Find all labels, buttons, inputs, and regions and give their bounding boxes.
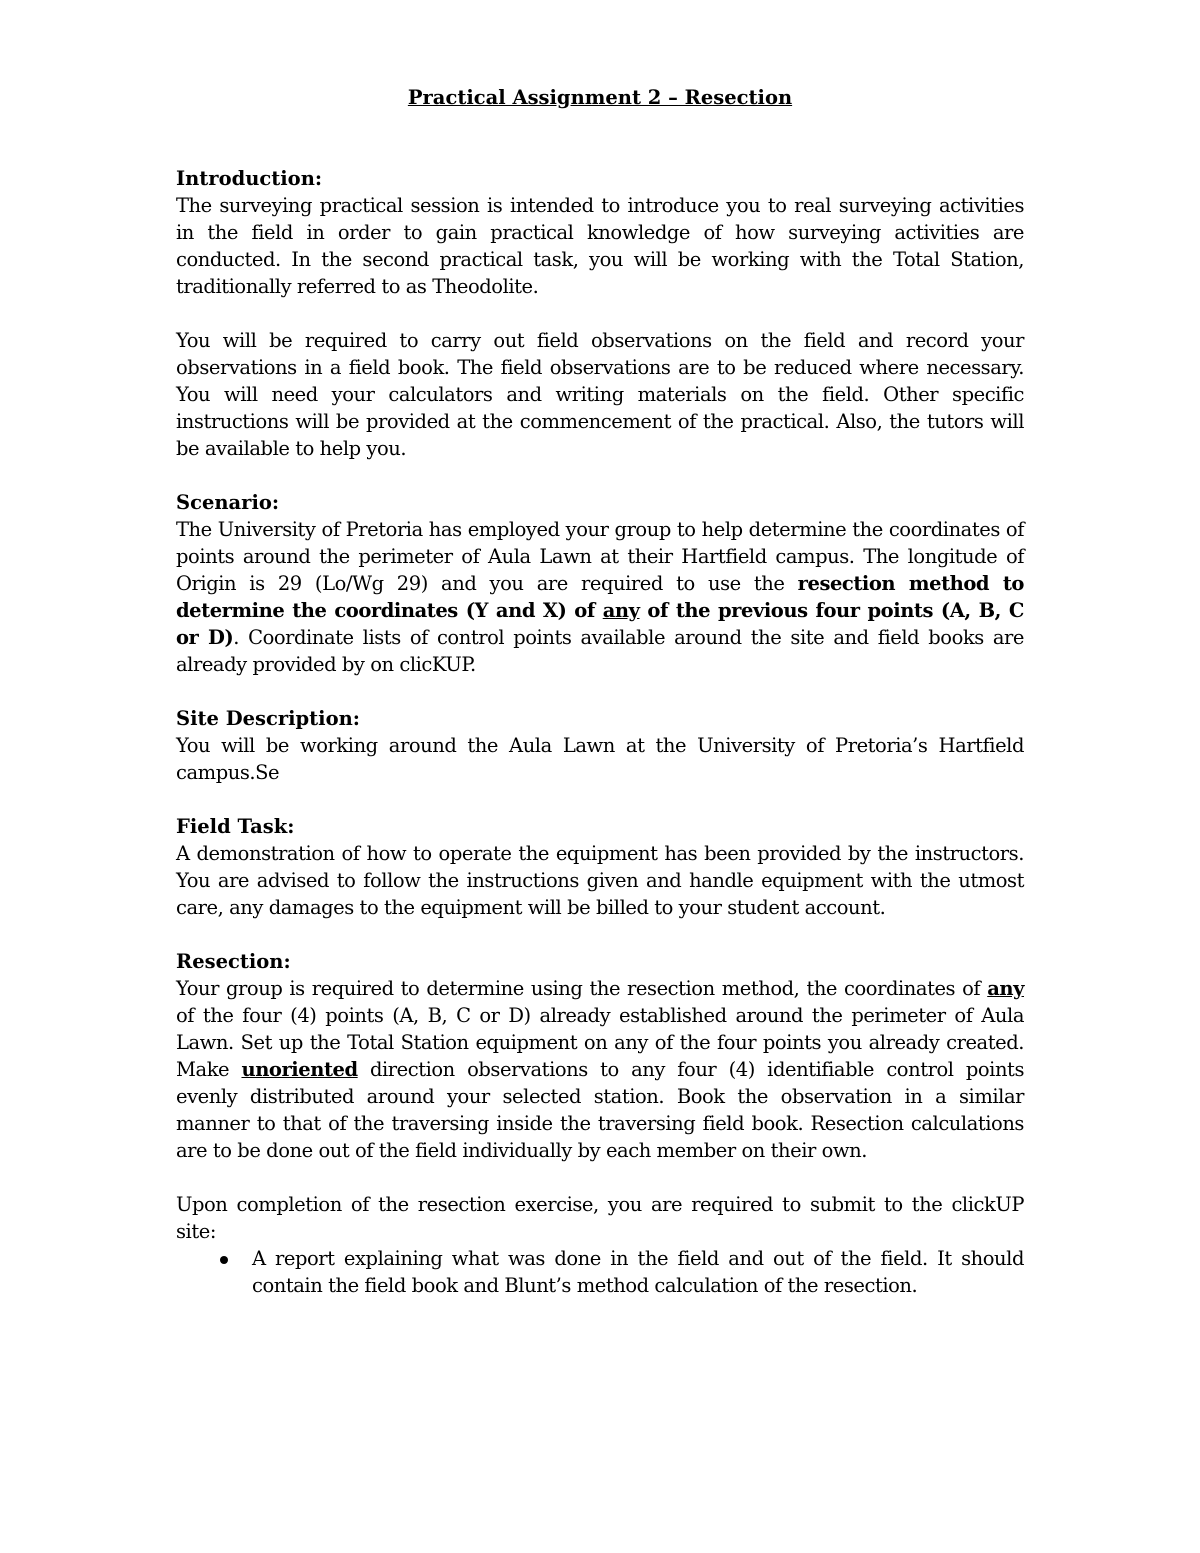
submission-section [176,1191,1024,1299]
resection-unoriented-emphasis: unoriented [241,1058,358,1081]
scenario-heading: Scenario: [176,491,280,514]
resection-section [176,948,1024,1164]
bullet-icon [220,1256,228,1264]
spacer [176,1164,1024,1191]
spacer [176,300,1024,327]
submission-list-item [176,1245,1024,1299]
introduction-heading: Introduction: [176,167,323,190]
spacer [176,462,1024,489]
spacer [176,921,1024,948]
scenario-section [176,489,1024,678]
introduction-section [176,165,1024,462]
scenario-bold-a: resection method to determine the coordinates (Y and X) of [176,572,1024,622]
resection-heading: Resection: [176,950,291,973]
document-title: Practical Assignment 2 – Resection [407,86,793,109]
scenario-text-b: . Coordinate lists of control points available around the site and field books are already provided by on clicKUP. [176,626,1024,676]
submission-list [176,1245,1024,1299]
spacer [176,678,1024,705]
submission-intro: Upon completion of the resection exercise, you are required to submit to the clickUP site: [176,1193,1024,1243]
resection-paragraph [176,975,1024,1164]
introduction-paragraph-1: The surveying practical session is intended to introduce you to real surveying activities in the field in order to gain practical knowledge of how surveying activities are conducted. In the second practical task, you will be working with the Total Station, traditionally referred to as Theodolite. [176,194,1024,298]
site-description-section [176,705,1024,786]
field-task-paragraph: A demonstration of how to operate the equipment has been provided by the instructors. You are advised to follow the instructions given and handle equipment with the utmost care, any damages to the equipment will be billed to your student account. [176,842,1024,919]
scenario-bold-b: of the previous four points (A, B, C or D) [176,599,1024,649]
resection-text-b: of the four (4) points (A, B, C or D) already established around the perimeter of Aula Lawn. Set up the Total Station equipment on any of the four points you already created. Make [176,1004,1024,1081]
resection-text-a: Your group is required to determine using the resection method, the coordinates of [176,977,988,1000]
scenario-text-a: The University of Pretoria has employed your group to help determine the coordinates of points around the perimeter of Aula Lawn at their Hartfield campus. The longitude of Origin is 29 (Lo/Wg 29) and you are required to use the [176,518,1024,595]
scenario-paragraph [176,516,1024,678]
resection-any-emphasis: any [987,977,1024,1000]
introduction-paragraph-2: You will be required to carry out field observations on the field and record your observations in a field book. The field observations are to be reduced where necessary. You will need your calculators and writing materials on the field. Other specific instructions will be provided at the commencement of the practical. Also, the tutors will be available to help you. [176,329,1024,460]
submission-list-item-text: A report explaining what was done in the field and out of the field. It should contain the field book and Blunt’s method calculation of the resection. [252,1247,1024,1297]
field-task-heading: Field Task: [176,815,295,838]
site-description-paragraph: You will be working around the Aula Lawn at the University of Pretoria’s Hartfield campus.Se [176,734,1024,784]
field-task-section [176,813,1024,921]
document-page [176,84,1024,1299]
resection-text-c: direction observations to any four (4) identifiable control points evenly distributed around your selected station. Book the observation in a similar manner to that of the traversing inside the traversing field book. Resection calculations are to be done out of the field individually by each member on their own. [176,1058,1024,1162]
spacer [176,786,1024,813]
site-description-heading: Site Description: [176,707,360,730]
scenario-any-emphasis: any [602,599,640,622]
